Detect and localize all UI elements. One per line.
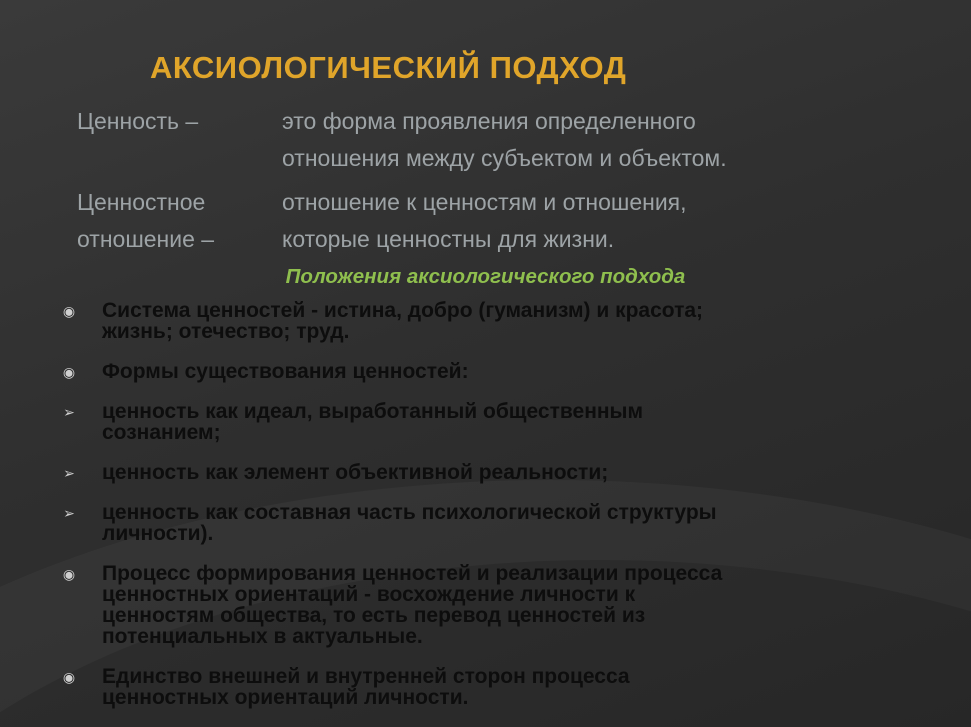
bullet-line: ценность как элемент объективной реальности; xyxy=(102,461,609,484)
bullet-line: потенциальных в актуальные. xyxy=(102,625,423,648)
definition-text xyxy=(282,103,727,177)
bullet-line: Единство внешней и внутренней сторон процесса xyxy=(102,665,630,688)
arrow-bullet-icon: ➢ xyxy=(63,465,75,481)
bullet-list xyxy=(60,300,940,727)
definition-line: отношения между субъектом и объектом. xyxy=(282,145,727,171)
definition-text xyxy=(282,184,687,258)
bullet-line: сознанием; xyxy=(102,421,221,444)
definition-term xyxy=(77,103,198,140)
bullet-line: личности). xyxy=(102,522,214,545)
bullet-line: ценностных ориентаций личности. xyxy=(102,686,469,709)
bullet-point xyxy=(60,300,940,342)
circle-bullet-icon: ◉ xyxy=(62,566,76,582)
bullet-point xyxy=(60,563,940,647)
arrow-bullet-icon: ➢ xyxy=(63,505,75,521)
bullet-point xyxy=(60,666,940,708)
definition-line: которые ценностны для жизни. xyxy=(282,226,615,252)
bullet-line: ценностям общества, то есть перевод ценностей из xyxy=(102,604,646,627)
sub-bullet-point xyxy=(60,502,940,544)
definition-term xyxy=(77,184,214,258)
bullet-line: ценность как идеал, выработанный общественным xyxy=(102,400,644,423)
term-line: Ценностное xyxy=(77,189,206,215)
section-subtitle: Положения аксиологического подхода xyxy=(285,265,686,288)
term-line: отношение – xyxy=(77,226,215,252)
sub-bullet-point xyxy=(60,401,940,443)
bullet-line: жизнь; отечество; труд. xyxy=(102,320,350,343)
bullet-line: Процесс формирования ценностей и реализации процесса xyxy=(102,562,723,585)
slide-title: АКСИОЛОГИЧЕСКИЙ ПОДХОД xyxy=(150,50,627,85)
bullet-line: Система ценностей - истина, добро (гуманизм) и красота; xyxy=(102,299,704,322)
sub-bullet-point xyxy=(60,462,940,483)
term-line: Ценность – xyxy=(77,108,199,134)
bullet-point xyxy=(60,361,940,382)
circle-bullet-icon: ◉ xyxy=(62,669,76,685)
definition-line: отношение к ценностям и отношения, xyxy=(282,189,687,215)
circle-bullet-icon: ◉ xyxy=(62,364,76,380)
bullet-line: ценность как составная часть психологической структуры xyxy=(102,501,717,524)
circle-bullet-icon: ◉ xyxy=(62,303,76,319)
bullet-line: ценностных ориентаций - восхождение личности к xyxy=(102,583,636,606)
definition-line: это форма проявления определенного xyxy=(282,108,696,134)
bullet-line: Формы существования ценностей: xyxy=(102,360,469,383)
arrow-bullet-icon: ➢ xyxy=(63,404,75,420)
